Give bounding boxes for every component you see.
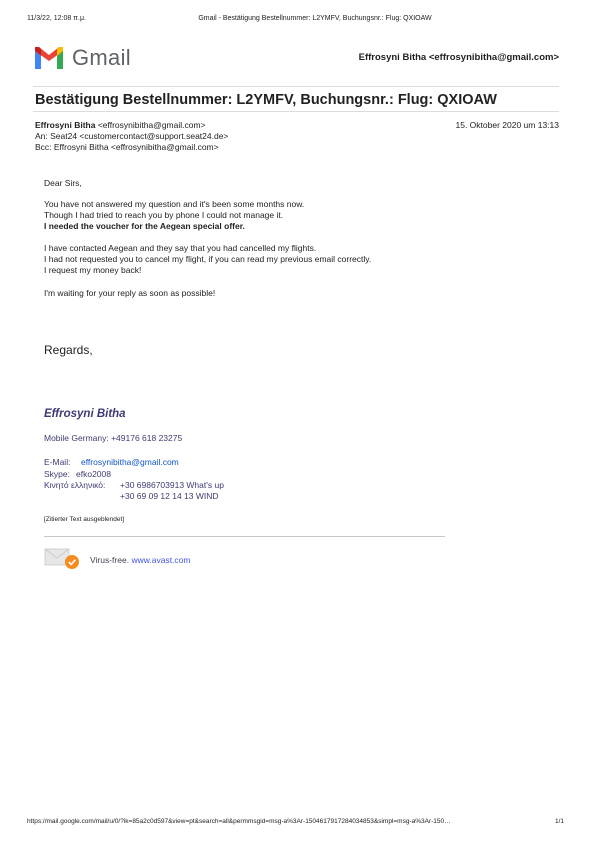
- gmail-logo-text: Gmail: [72, 45, 131, 70]
- avast-link[interactable]: www.avast.com: [131, 555, 191, 565]
- body-line: Though I had tried to reach you by phone I could not manage it.: [44, 210, 284, 220]
- signature-skype-row: [44, 469, 111, 479]
- quoted-text-toggle[interactable]: [Zitierter Text ausgeblendet]: [44, 516, 125, 523]
- sender-address: <effrosynibitha@gmail.com>: [97, 120, 206, 130]
- email-subject: Bestätigung Bestellnummer: L2YMFV, Buchungsnr.: Flug: QXIOAW: [35, 92, 497, 108]
- signature-name: Effrosyni Bitha: [44, 408, 126, 420]
- body-line: I had not requested you to cancel my flight, if you can read my previous email correctly.: [44, 254, 372, 264]
- signature-divider: [44, 536, 445, 537]
- body-line: I have contacted Aegean and they say that you had cancelled my flights.: [44, 243, 317, 253]
- body-regards: Regards,: [44, 343, 93, 357]
- signature-skype-label: Skype:: [44, 469, 70, 479]
- signature-skype-value: efko2008: [76, 469, 111, 479]
- signature-greek-line2: +30 69 09 12 14 13 WIND: [120, 491, 219, 501]
- sender-name: Effrosyni Bitha: [35, 120, 96, 130]
- print-page-number: 1/1: [555, 818, 565, 825]
- signature-greek-row: [44, 480, 264, 504]
- body-line: I request my money back!: [44, 265, 142, 275]
- email-date: 15. Oktober 2020 um 13:13: [455, 120, 559, 130]
- signature-email-row: [44, 457, 179, 467]
- sender-line: [35, 120, 206, 130]
- body-line: I'm waiting for your reply as soon as possible!: [44, 288, 216, 298]
- body-line-bold: I needed the voucher for the Aegean special offer.: [44, 221, 245, 231]
- virus-free-label: Virus-free.: [90, 555, 130, 565]
- recipient-to: An: Seat24 <customercontact@support.seat24.de>: [35, 131, 229, 141]
- signature-email-link[interactable]: effrosynibitha@gmail.com: [81, 457, 179, 467]
- print-title: Gmail - Bestätigung Bestellnummer: L2YMFV, Buchungsnr.: Flug: QXIOAW: [198, 15, 432, 22]
- body-line: You have not answered my question and it's been some months now.: [44, 199, 305, 209]
- print-datetime: 11/3/22, 12:08 π.μ.: [27, 15, 86, 22]
- print-url: https://mail.google.com/mail/u/0/?ik=85a2c0d597&view=pt&search=all&permmsgid=msg-a%3Ar-1504617917284034853&simpl=msg-a%3Ar-150…: [27, 818, 451, 825]
- signature-greek-line1: +30 6986703913 What's up: [120, 480, 224, 490]
- virus-free-line: [90, 555, 190, 565]
- signature-mobile: Mobile Germany: +49176 618 23275: [44, 433, 183, 443]
- avast-mail-icon: [44, 546, 80, 570]
- body-greeting: Dear Sirs,: [44, 178, 82, 188]
- recipient-bcc: Bcc: Effrosyni Bitha <effrosynibitha@gmail.com>: [35, 142, 219, 152]
- account-label: Effrosyni Bitha <effrosynibitha@gmail.com>: [358, 52, 559, 63]
- signature-greek-label: Κινητό ελληνικό:: [44, 480, 106, 490]
- signature-email-label: E-Mail:: [44, 457, 71, 467]
- subject-divider: [33, 111, 559, 112]
- header-divider: [33, 86, 559, 87]
